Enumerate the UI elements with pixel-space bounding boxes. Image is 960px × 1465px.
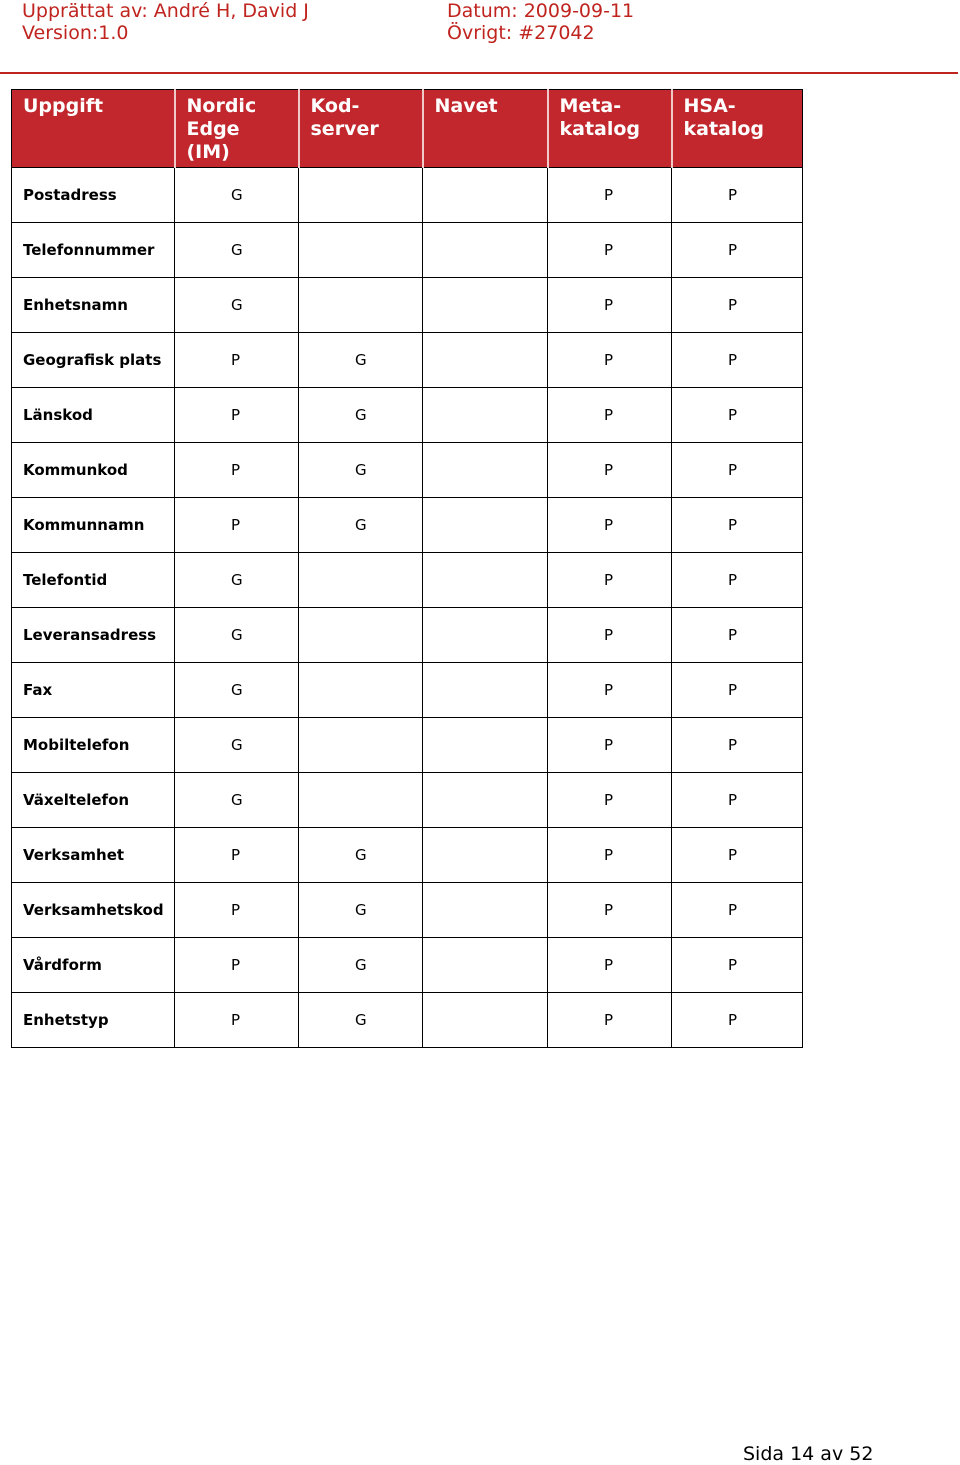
responsibility-cell: G xyxy=(175,278,299,333)
table-row xyxy=(12,828,803,883)
table-row xyxy=(12,773,803,828)
responsibility-cell: P xyxy=(672,498,803,553)
responsibility-cell: P xyxy=(548,443,672,498)
responsibility-cell xyxy=(299,168,423,223)
responsibility-cell: G xyxy=(299,498,423,553)
table-row xyxy=(12,388,803,443)
task-name-cell: Enhetsnamn xyxy=(12,278,175,333)
table-row xyxy=(12,168,803,223)
task-name-cell: Verksamhetskod xyxy=(12,883,175,938)
column-header-nordic-edge: Nordic Edge (IM) xyxy=(175,90,299,168)
responsibility-cell xyxy=(299,663,423,718)
responsibility-cell: P xyxy=(672,608,803,663)
responsibility-cell xyxy=(423,498,548,553)
responsibility-cell: P xyxy=(548,388,672,443)
responsibility-cell: G xyxy=(175,718,299,773)
responsibility-cell xyxy=(423,388,548,443)
task-name-cell: Vårdform xyxy=(12,938,175,993)
responsibility-cell: G xyxy=(175,223,299,278)
responsibility-cell: P xyxy=(672,993,803,1048)
responsibility-cell xyxy=(299,773,423,828)
responsibility-cell xyxy=(299,608,423,663)
date: Datum: 2009-09-11 xyxy=(447,0,635,22)
version: Version:1.0 xyxy=(22,22,129,44)
column-header-kod-server: Kod-server xyxy=(299,90,423,168)
column-header-task: Uppgift xyxy=(12,90,175,168)
responsibility-cell xyxy=(423,223,548,278)
task-name-cell: Fax xyxy=(12,663,175,718)
column-header-hsakatalog: HSA-katalog xyxy=(672,90,803,168)
table-row xyxy=(12,718,803,773)
page-number: Sida 14 av 52 xyxy=(743,1443,874,1465)
responsibility-cell xyxy=(299,718,423,773)
responsibility-cell: P xyxy=(672,883,803,938)
responsibility-cell: G xyxy=(299,388,423,443)
responsibility-cell: P xyxy=(548,883,672,938)
responsibility-cell: P xyxy=(175,993,299,1048)
responsibility-cell: G xyxy=(175,773,299,828)
responsibility-cell: P xyxy=(548,333,672,388)
table-row xyxy=(12,333,803,388)
responsibility-cell: P xyxy=(672,828,803,883)
responsibility-cell: P xyxy=(548,553,672,608)
table-row xyxy=(12,663,803,718)
responsibility-cell: P xyxy=(548,828,672,883)
responsibility-cell xyxy=(423,663,548,718)
responsibility-cell: P xyxy=(548,498,672,553)
table-row xyxy=(12,553,803,608)
column-header-metakatalog: Meta-katalog xyxy=(548,90,672,168)
table-row xyxy=(12,223,803,278)
responsibility-cell: P xyxy=(672,443,803,498)
table-row xyxy=(12,883,803,938)
created-by: Upprättat av: André H, David J xyxy=(22,0,309,22)
table-row xyxy=(12,993,803,1048)
responsibility-cell: P xyxy=(548,718,672,773)
responsibility-cell xyxy=(423,278,548,333)
task-name-cell: Länskod xyxy=(12,388,175,443)
task-name-cell: Växeltelefon xyxy=(12,773,175,828)
responsibility-cell xyxy=(423,333,548,388)
responsibility-cell: P xyxy=(548,938,672,993)
task-name-cell: Postadress xyxy=(12,168,175,223)
table-header-row xyxy=(12,90,803,168)
responsibility-cell: P xyxy=(548,608,672,663)
responsibility-cell: P xyxy=(672,223,803,278)
responsibility-cell: P xyxy=(672,718,803,773)
responsibility-cell: P xyxy=(672,553,803,608)
responsibility-cell: P xyxy=(672,388,803,443)
task-name-cell: Telefonnummer xyxy=(12,223,175,278)
responsibility-table xyxy=(11,89,803,1048)
task-name-cell: Enhetstyp xyxy=(12,993,175,1048)
responsibility-cell: G xyxy=(175,663,299,718)
responsibility-cell: P xyxy=(175,498,299,553)
responsibility-cell: P xyxy=(672,773,803,828)
task-name-cell: Kommunkod xyxy=(12,443,175,498)
task-name-cell: Telefontid xyxy=(12,553,175,608)
task-name-cell: Kommunnamn xyxy=(12,498,175,553)
responsibility-cell: G xyxy=(299,938,423,993)
responsibility-cell xyxy=(423,718,548,773)
responsibility-cell xyxy=(299,278,423,333)
responsibility-cell: P xyxy=(672,333,803,388)
responsibility-cell: P xyxy=(175,443,299,498)
responsibility-cell: P xyxy=(672,938,803,993)
responsibility-cell xyxy=(423,168,548,223)
responsibility-cell: P xyxy=(175,333,299,388)
responsibility-cell xyxy=(423,608,548,663)
column-header-navet: Navet xyxy=(423,90,548,168)
responsibility-cell xyxy=(423,993,548,1048)
responsibility-cell: G xyxy=(299,828,423,883)
responsibility-cell: P xyxy=(548,278,672,333)
table-row xyxy=(12,278,803,333)
responsibility-cell xyxy=(423,773,548,828)
table-row xyxy=(12,443,803,498)
task-name-cell: Geografisk plats xyxy=(12,333,175,388)
responsibility-cell xyxy=(299,553,423,608)
responsibility-cell: P xyxy=(175,883,299,938)
responsibility-cell xyxy=(299,223,423,278)
responsibility-cell: P xyxy=(548,663,672,718)
responsibility-cell: P xyxy=(548,168,672,223)
responsibility-cell xyxy=(423,828,548,883)
responsibility-cell: P xyxy=(672,278,803,333)
responsibility-cell: P xyxy=(175,938,299,993)
responsibility-cell: P xyxy=(672,168,803,223)
table-row xyxy=(12,498,803,553)
task-name-cell: Verksamhet xyxy=(12,828,175,883)
responsibility-cell: P xyxy=(175,828,299,883)
responsibility-cell: P xyxy=(548,773,672,828)
responsibility-cell: P xyxy=(548,993,672,1048)
responsibility-cell: G xyxy=(299,993,423,1048)
responsibility-cell xyxy=(423,553,548,608)
responsibility-cell: G xyxy=(299,443,423,498)
header-rule xyxy=(0,72,958,74)
responsibility-cell: P xyxy=(548,223,672,278)
table-row xyxy=(12,608,803,663)
responsibility-cell: G xyxy=(175,608,299,663)
responsibility-cell xyxy=(423,883,548,938)
task-name-cell: Leveransadress xyxy=(12,608,175,663)
responsibility-cell: P xyxy=(175,388,299,443)
responsibility-cell: G xyxy=(299,883,423,938)
responsibility-cell xyxy=(423,938,548,993)
responsibility-cell: G xyxy=(299,333,423,388)
task-name-cell: Mobiltelefon xyxy=(12,718,175,773)
other-ref: Övrigt: #27042 xyxy=(447,22,595,44)
table-row xyxy=(12,938,803,993)
responsibility-cell xyxy=(423,443,548,498)
responsibility-cell: G xyxy=(175,553,299,608)
responsibility-cell: P xyxy=(672,663,803,718)
responsibility-cell: G xyxy=(175,168,299,223)
